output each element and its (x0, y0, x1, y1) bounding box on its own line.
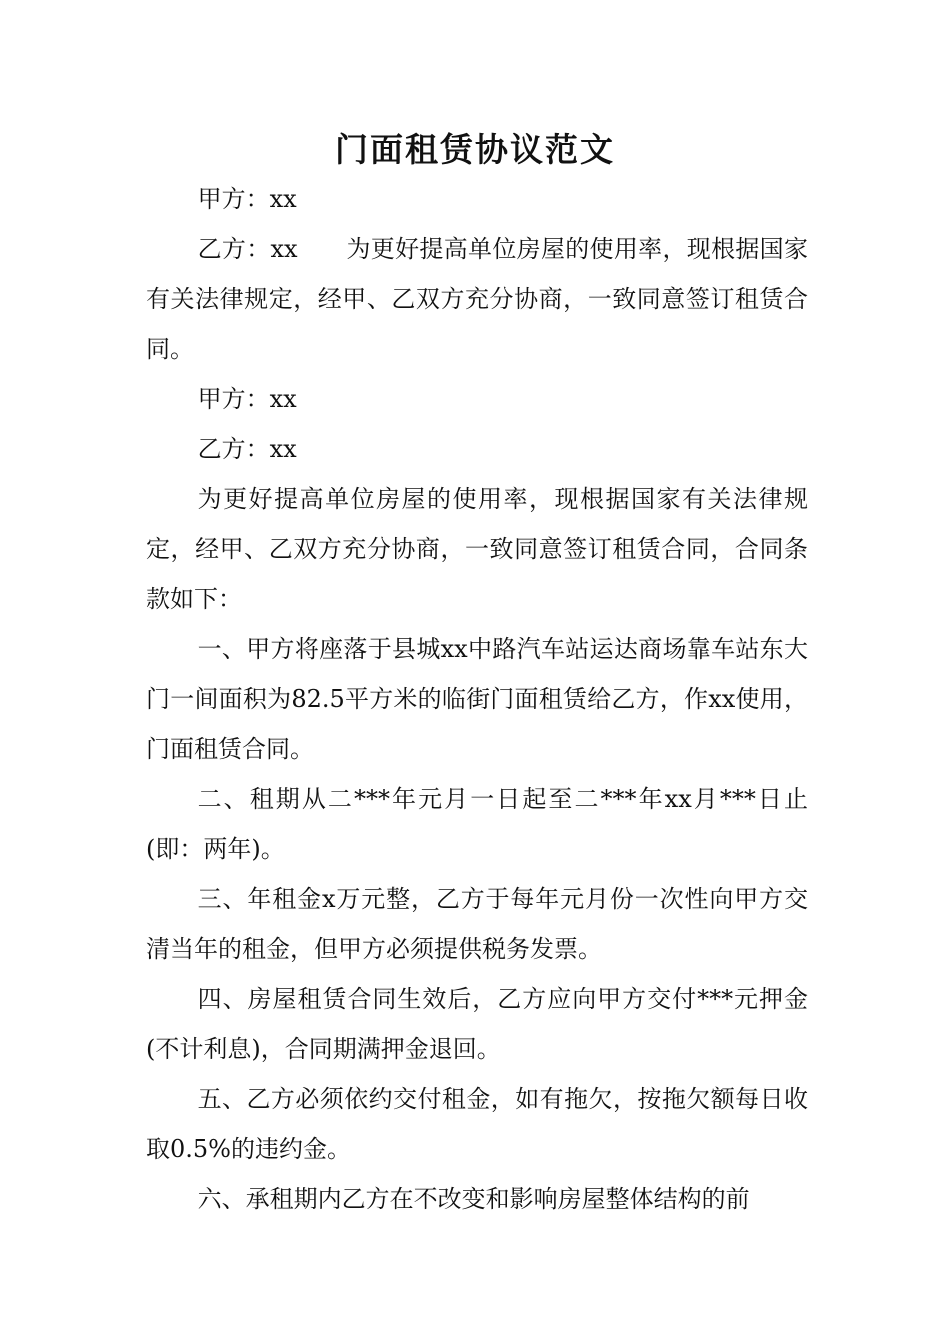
party-a-line: 甲方：xx (197, 385, 297, 413)
clause-3: 三、年租金x万元整，乙方于每年元月份一次性向甲方交清当年的租金，但甲方必须提供税务发票。 (146, 885, 808, 963)
clause-2: 二、租期从二***年元月一日起至二***年xx月***日止(即：两年)。 (146, 785, 808, 863)
clause-4: 四、房屋租赁合同生效后，乙方应向甲方交付***元押金(不计利息)，合同期满押金退回。 (146, 985, 808, 1063)
party-b-intro-paragraph: 乙方：xx 为更好提高单位房屋的使用率，现根据国家有关法律规定，经甲、乙双方充分协商，一致同意签订租赁合同。 (146, 235, 808, 363)
clause-1: 一、甲方将座落于县城xx中路汽车站运达商场靠车站东大门一间面积为82.5平方米的临街门面租赁给乙方，作xx使用，门面租赁合同。 (146, 635, 808, 763)
party-a-line: 甲方：xx (197, 185, 297, 213)
preamble-paragraph: 为更好提高单位房屋的使用率，现根据国家有关法律规定，经甲、乙双方充分协商，一致同意签订租赁合同，合同条款如下： (146, 485, 808, 613)
document-body (146, 174, 808, 1224)
clause-6: 六、承租期内乙方在不改变和影响房屋整体结构的前 (197, 1185, 750, 1213)
party-b-line: 乙方：xx (197, 435, 297, 463)
document-title: 门面租赁协议范文 (335, 130, 615, 169)
clause-5: 五、乙方必须依约交付租金，如有拖欠，按拖欠额每日收取0.5%的违约金。 (146, 1085, 808, 1163)
